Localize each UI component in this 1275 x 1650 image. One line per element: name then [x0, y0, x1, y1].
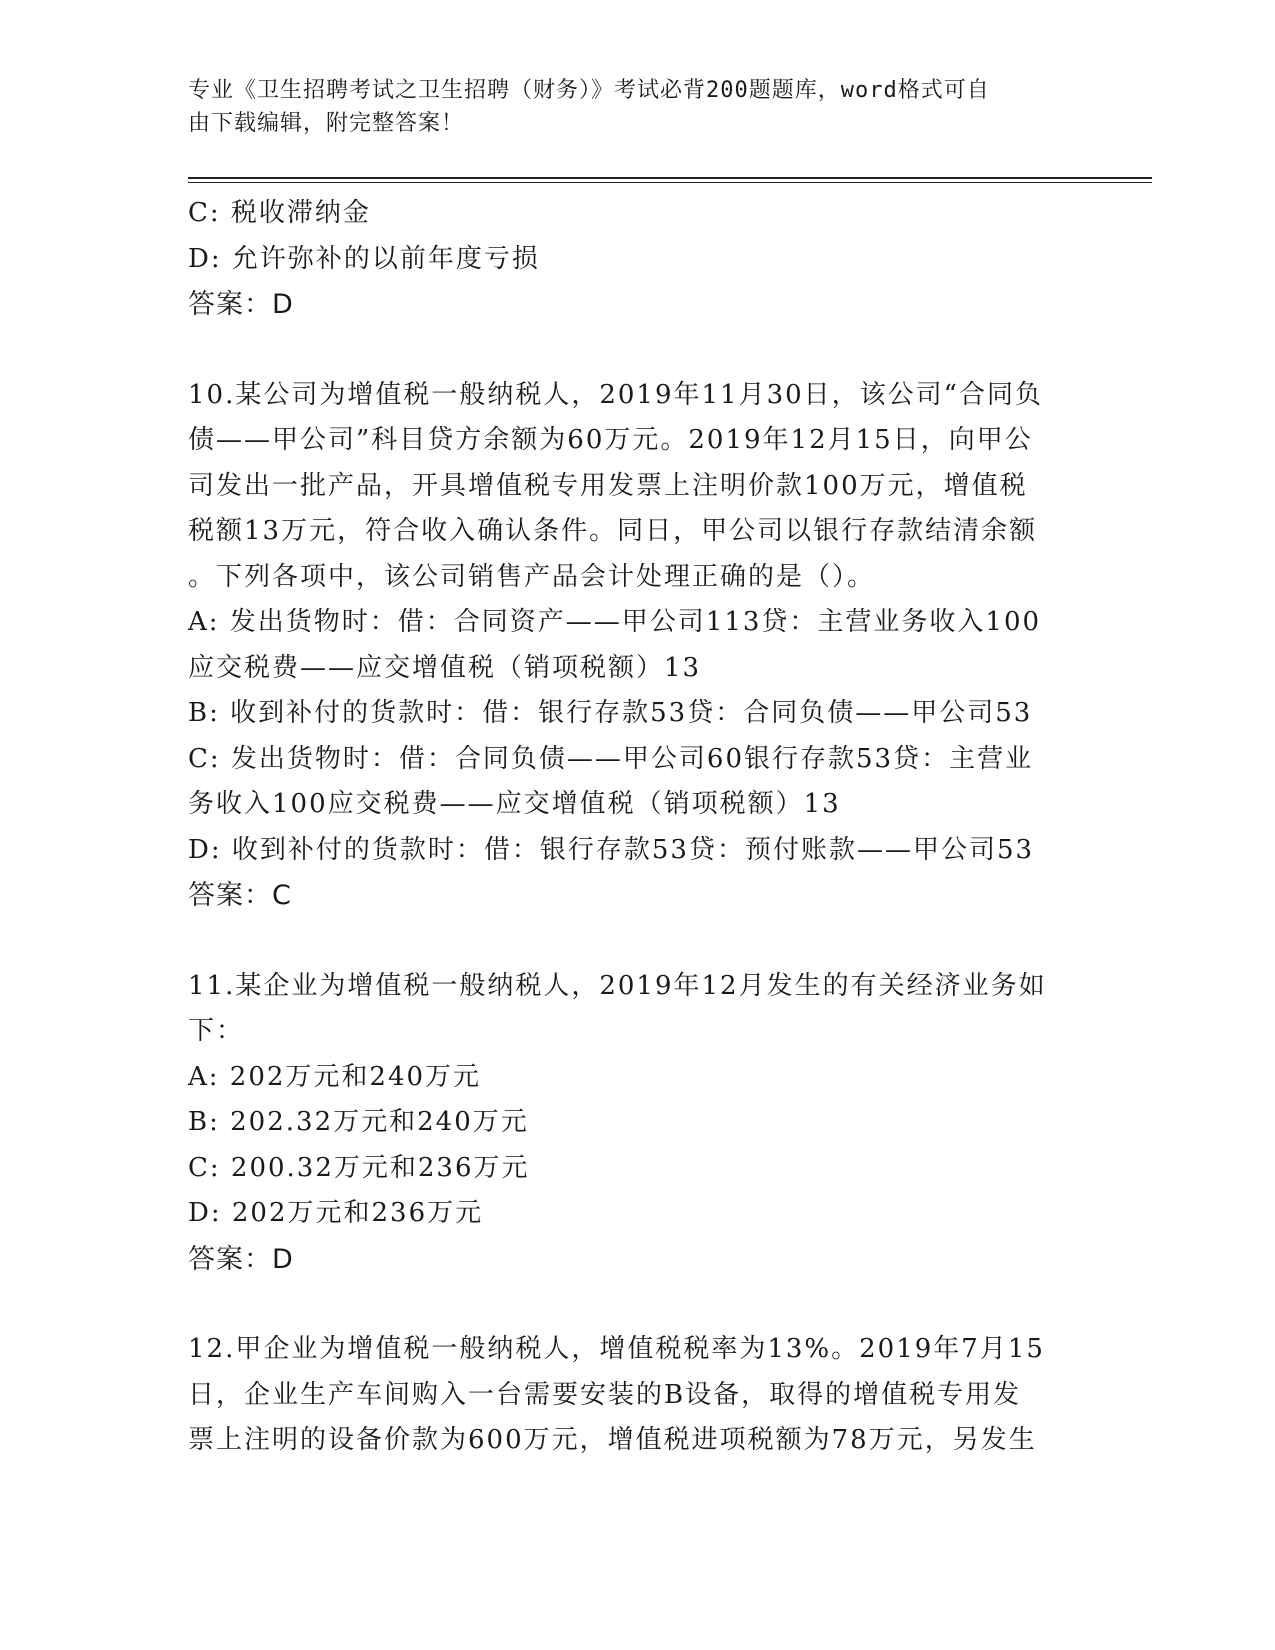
option-c: C: 税收滞纳金	[188, 198, 371, 228]
spacer	[188, 328, 1088, 373]
option-b: B: 202.32万元和240万元	[188, 1107, 529, 1137]
question-10	[188, 373, 1088, 919]
question-stem-line: 票上注明的设备价款为600万元，增值税进项税额为78万元，另发生	[188, 1425, 1037, 1455]
question-content	[188, 191, 1088, 1464]
question-stem-line: 11.某企业为增值税一般纳税人，2019年12月发生的有关经济业务如	[188, 970, 1047, 1001]
question-stem-line: 司发出一批产品，开具增值税专用发票上注明价款100万元，增值税	[188, 470, 1028, 501]
option-d: D: 202万元和236万元	[188, 1198, 484, 1228]
option-d: D: 允许弥补的以前年度亏损	[188, 243, 540, 274]
answer: 答案：D	[188, 289, 294, 320]
option-c-continued: 务收入100应交税费——应交增值税（销项税额）13	[188, 789, 841, 819]
question-11	[188, 964, 1088, 1283]
spacer	[188, 919, 1088, 964]
question-12	[188, 1327, 1088, 1464]
option-c: C: 发出货物时：借：合同负债——甲公司60银行存款53贷：主营业	[188, 743, 1034, 774]
option-b: B: 收到补付的货款时：借：银行存款53贷：合同负债——甲公司53	[188, 698, 1033, 728]
answer: 答案：C	[188, 880, 292, 911]
option-c: C: 200.32万元和236万元	[188, 1152, 530, 1183]
question-stem-line: 税额13万元，符合收入确认条件。同日，甲公司以银行存款结清余额	[188, 516, 1038, 546]
question-stem-line: 债——甲公司”科目贷方余额为60万元。2019年12月15日，向甲公	[188, 425, 1033, 455]
question-stem-line: 10.某公司为增值税一般纳税人，2019年11月30日，该公司“合同负	[188, 379, 1043, 410]
answer: 答案：D	[188, 1243, 294, 1275]
question-stem-line: 日，企业生产车间购入一台需要安装的B设备，取得的增值税专用发	[188, 1379, 1022, 1410]
option-a-continued: 应交税费——应交增值税（销项税额）13	[188, 652, 702, 683]
header-line: 专业《卫生招聘考试之卫生招聘（财务）》考试必背200题题库，word格式可自	[188, 78, 990, 103]
header-line: 由下载编辑，附完整答案！	[188, 111, 465, 136]
option-a: A: 发出货物时：借：合同资产——甲公司113贷：主营业务收入100	[188, 607, 1042, 637]
question-stem-line: 。下列各项中，该公司销售产品会计处理正确的是（）。	[188, 561, 876, 592]
document-header	[188, 74, 1068, 140]
question-9	[188, 191, 1088, 328]
question-stem-line: 下：	[188, 1016, 245, 1046]
question-stem-line: 12.甲企业为增值税一般纳税人，增值税税率为13%。2019年7月15	[188, 1334, 1045, 1364]
header-divider-thin	[188, 182, 1152, 183]
option-a: A: 202万元和240万元	[188, 1061, 482, 1092]
spacer	[188, 1282, 1088, 1327]
option-d: D: 收到补付的货款时：借：银行存款53贷：预付账款——甲公司53	[188, 834, 1035, 865]
header-divider	[188, 177, 1152, 179]
